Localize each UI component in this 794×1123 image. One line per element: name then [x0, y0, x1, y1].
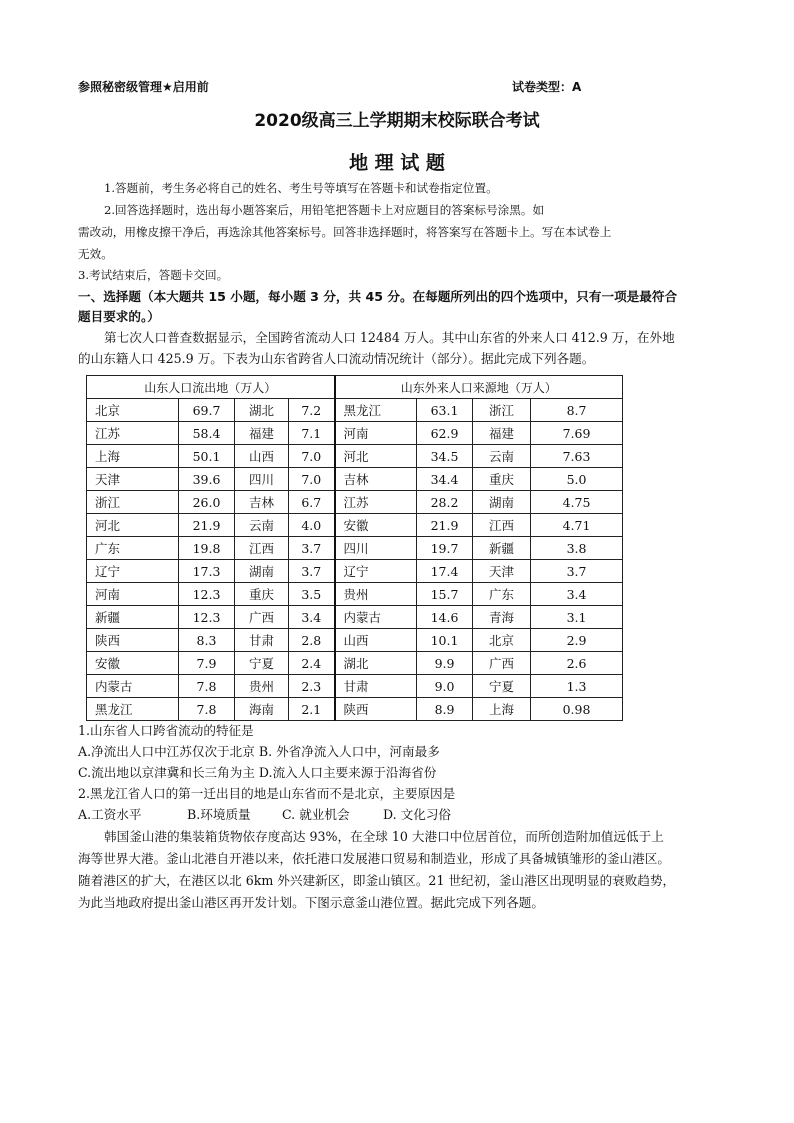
region-cell: 河南: [87, 583, 179, 606]
value-cell: 63.1: [417, 399, 473, 422]
region-cell: 河南: [335, 422, 417, 445]
q2-option-b: B.环境质量: [187, 807, 251, 822]
region-cell: 湖南: [235, 560, 289, 583]
value-cell: 28.2: [417, 491, 473, 514]
region-cell: 广东: [473, 583, 531, 606]
region-cell: 福建: [473, 422, 531, 445]
region-cell: 天津: [87, 468, 179, 491]
table-row: [87, 514, 623, 537]
value-cell: 3.4: [289, 606, 335, 629]
value-cell: 7.2: [289, 399, 335, 422]
region-cell: 福建: [235, 422, 289, 445]
region-cell: 广西: [235, 606, 289, 629]
subject-title: 地 理 试 题: [349, 152, 445, 174]
value-cell: 34.4: [417, 468, 473, 491]
region-cell: 北京: [87, 399, 179, 422]
value-cell: 3.1: [531, 606, 623, 629]
value-cell: 7.8: [179, 675, 235, 698]
intro2-line3: 随着港区的扩大，在港区以北 6km 外兴建新区，即釜山镇区。21 世纪初，釜山港区出现明显的衰败趋势，: [78, 873, 676, 888]
value-cell: 19.7: [417, 537, 473, 560]
region-cell: 安徽: [335, 514, 417, 537]
value-cell: 8.9: [417, 698, 473, 721]
value-cell: 26.0: [179, 491, 235, 514]
table-row: [87, 537, 623, 560]
region-cell: 上海: [87, 445, 179, 468]
region-cell: 重庆: [473, 468, 531, 491]
value-cell: 21.9: [417, 514, 473, 537]
q1-stem: 1.山东省人口跨省流动的特征是: [78, 723, 254, 738]
table-row: [87, 445, 623, 468]
value-cell: 2.3: [289, 675, 335, 698]
value-cell: 34.5: [417, 445, 473, 468]
table-row: [87, 629, 623, 652]
instruction-1: 1.答题前，考生务必将自己的姓名、考生号等填写在答题卡和试卷指定位置。: [104, 181, 498, 195]
region-cell: 湖北: [335, 652, 417, 675]
value-cell: 7.0: [289, 468, 335, 491]
section-heading: 一、选择题（本大题共 15 小题，每小题 3 分，共 45 分。在每题所列出的四个选项中，只有一项是最符合: [78, 289, 678, 304]
region-cell: 湖北: [235, 399, 289, 422]
intro2-line2: 海等世界大港。釜山北港自开港以来，依托港口发展港口贸易和制造业，形成了具备城镇雏形的釜山港区。: [78, 851, 670, 866]
paper-type: 试卷类型：A: [512, 80, 582, 94]
value-cell: 12.3: [179, 606, 235, 629]
value-cell: 17.4: [417, 560, 473, 583]
value-cell: 4.0: [289, 514, 335, 537]
region-cell: 甘肃: [235, 629, 289, 652]
region-cell: 山西: [335, 629, 417, 652]
region-cell: 黑龙江: [87, 698, 179, 721]
value-cell: 1.3: [531, 675, 623, 698]
region-cell: 江西: [473, 514, 531, 537]
intro2-line1: 韩国釜山港的集装箱货物依存度高达 93%，在全球 10 大港口中位居首位，而所创造附加值远低于上: [104, 829, 664, 844]
region-cell: 北京: [473, 629, 531, 652]
instruction-2: 2.回答选择题时，选出每小题答案后，用铅笔把答题卡上对应题目的答案标号涂黑。如: [104, 203, 545, 217]
region-cell: 陕西: [335, 698, 417, 721]
region-cell: 江苏: [335, 491, 417, 514]
region-cell: 重庆: [235, 583, 289, 606]
value-cell: 9.0: [417, 675, 473, 698]
table-row: [87, 560, 623, 583]
value-cell: 58.4: [179, 422, 235, 445]
region-cell: 天津: [473, 560, 531, 583]
value-cell: 5.0: [531, 468, 623, 491]
value-cell: 8.3: [179, 629, 235, 652]
value-cell: 69.7: [179, 399, 235, 422]
region-cell: 四川: [335, 537, 417, 560]
region-cell: 吉林: [335, 468, 417, 491]
table-row: [87, 652, 623, 675]
region-cell: 江苏: [87, 422, 179, 445]
value-cell: 17.3: [179, 560, 235, 583]
region-cell: 四川: [235, 468, 289, 491]
region-cell: 辽宁: [335, 560, 417, 583]
region-cell: 吉林: [235, 491, 289, 514]
region-cell: 安徽: [87, 652, 179, 675]
confidentiality-note: 参照秘密级管理★启用前: [78, 80, 209, 94]
q2-option-c: C. 就业机会: [282, 807, 350, 822]
region-cell: 青海: [473, 606, 531, 629]
region-cell: 内蒙古: [335, 606, 417, 629]
migration-table: [86, 375, 623, 721]
region-cell: 宁夏: [235, 652, 289, 675]
value-cell: 7.0: [289, 445, 335, 468]
instruction-2-cont: 需改动，用橡皮擦干净后，再选涂其他答案标号。回答非选择题时，将答案写在答题卡上。写在本试卷上: [78, 225, 612, 239]
value-cell: 2.4: [289, 652, 335, 675]
q1-options-cd: C.流出地以京津冀和长三角为主 D.流入人口主要来源于沿海省份: [78, 765, 437, 780]
region-cell: 浙江: [473, 399, 531, 422]
table-row: [87, 675, 623, 698]
region-cell: 云南: [473, 445, 531, 468]
instruction-3: 3.考试结束后，答题卡交回。: [78, 268, 229, 282]
exam-title: 2020级高三上学期期末校际联合考试: [254, 111, 540, 131]
region-cell: 湖南: [473, 491, 531, 514]
q2-stem: 2.黑龙江省人口的第一迁出目的地是山东省而不是北京，主要原因是: [78, 786, 456, 801]
region-cell: 陕西: [87, 629, 179, 652]
value-cell: 19.8: [179, 537, 235, 560]
region-cell: 黑龙江: [335, 399, 417, 422]
region-cell: 新疆: [87, 606, 179, 629]
region-cell: 海南: [235, 698, 289, 721]
table-row: [87, 698, 623, 721]
region-cell: 甘肃: [335, 675, 417, 698]
region-cell: 河北: [87, 514, 179, 537]
value-cell: 2.6: [531, 652, 623, 675]
value-cell: 3.5: [289, 583, 335, 606]
value-cell: 3.7: [531, 560, 623, 583]
value-cell: 4.75: [531, 491, 623, 514]
inflow-header: 山东外来人口来源地（万人）: [335, 376, 623, 399]
value-cell: 3.8: [531, 537, 623, 560]
value-cell: 0.98: [531, 698, 623, 721]
region-cell: 贵州: [335, 583, 417, 606]
instruction-2-end: 无效。: [78, 247, 113, 261]
region-cell: 云南: [235, 514, 289, 537]
value-cell: 39.6: [179, 468, 235, 491]
value-cell: 15.7: [417, 583, 473, 606]
table-row: [87, 491, 623, 514]
region-cell: 广东: [87, 537, 179, 560]
value-cell: 7.1: [289, 422, 335, 445]
value-cell: 3.7: [289, 537, 335, 560]
region-cell: 广西: [473, 652, 531, 675]
intro1-line1: 第七次人口普查数据显示，全国跨省流动人口 12484 万人。其中山东省的外来人口 412.9 万，在外地: [104, 330, 675, 345]
table-row: [87, 583, 623, 606]
value-cell: 10.1: [417, 629, 473, 652]
table-row: [87, 468, 623, 491]
table-header-row: [87, 376, 623, 399]
value-cell: 12.3: [179, 583, 235, 606]
region-cell: 上海: [473, 698, 531, 721]
region-cell: 河北: [335, 445, 417, 468]
intro1-line2: 的山东籍人口 425.9 万。下表为山东省跨省人口流动情况统计（部分）。据此完成下列各题。: [78, 351, 595, 366]
value-cell: 7.63: [531, 445, 623, 468]
value-cell: 7.9: [179, 652, 235, 675]
q2-option-a: A.工资水平: [78, 807, 142, 822]
region-cell: 山西: [235, 445, 289, 468]
value-cell: 9.9: [417, 652, 473, 675]
region-cell: 辽宁: [87, 560, 179, 583]
region-cell: 宁夏: [473, 675, 531, 698]
value-cell: 6.7: [289, 491, 335, 514]
value-cell: 2.9: [531, 629, 623, 652]
value-cell: 4.71: [531, 514, 623, 537]
outflow-header: 山东人口流出地（万人）: [87, 376, 335, 399]
value-cell: 7.69: [531, 422, 623, 445]
value-cell: 2.1: [289, 698, 335, 721]
table-row: [87, 422, 623, 445]
table-row: [87, 606, 623, 629]
region-cell: 江西: [235, 537, 289, 560]
value-cell: 7.8: [179, 698, 235, 721]
value-cell: 8.7: [531, 399, 623, 422]
intro2-line4: 为此当地政府提出釜山港区再开发计划。下图示意釜山港位置。据此完成下列各题。: [78, 895, 544, 910]
value-cell: 14.6: [417, 606, 473, 629]
value-cell: 2.8: [289, 629, 335, 652]
region-cell: 新疆: [473, 537, 531, 560]
value-cell: 62.9: [417, 422, 473, 445]
region-cell: 贵州: [235, 675, 289, 698]
value-cell: 3.7: [289, 560, 335, 583]
region-cell: 内蒙古: [87, 675, 179, 698]
value-cell: 50.1: [179, 445, 235, 468]
value-cell: 21.9: [179, 514, 235, 537]
table-row: [87, 399, 623, 422]
value-cell: 3.4: [531, 583, 623, 606]
section-heading-cont: 题目要求的。）: [78, 309, 160, 324]
q2-option-d: D. 文化习俗: [383, 807, 452, 822]
q1-options-ab: A.净流出人口中江苏仅次于北京 B. 外省净流入人口中，河南最多: [78, 744, 440, 759]
region-cell: 浙江: [87, 491, 179, 514]
